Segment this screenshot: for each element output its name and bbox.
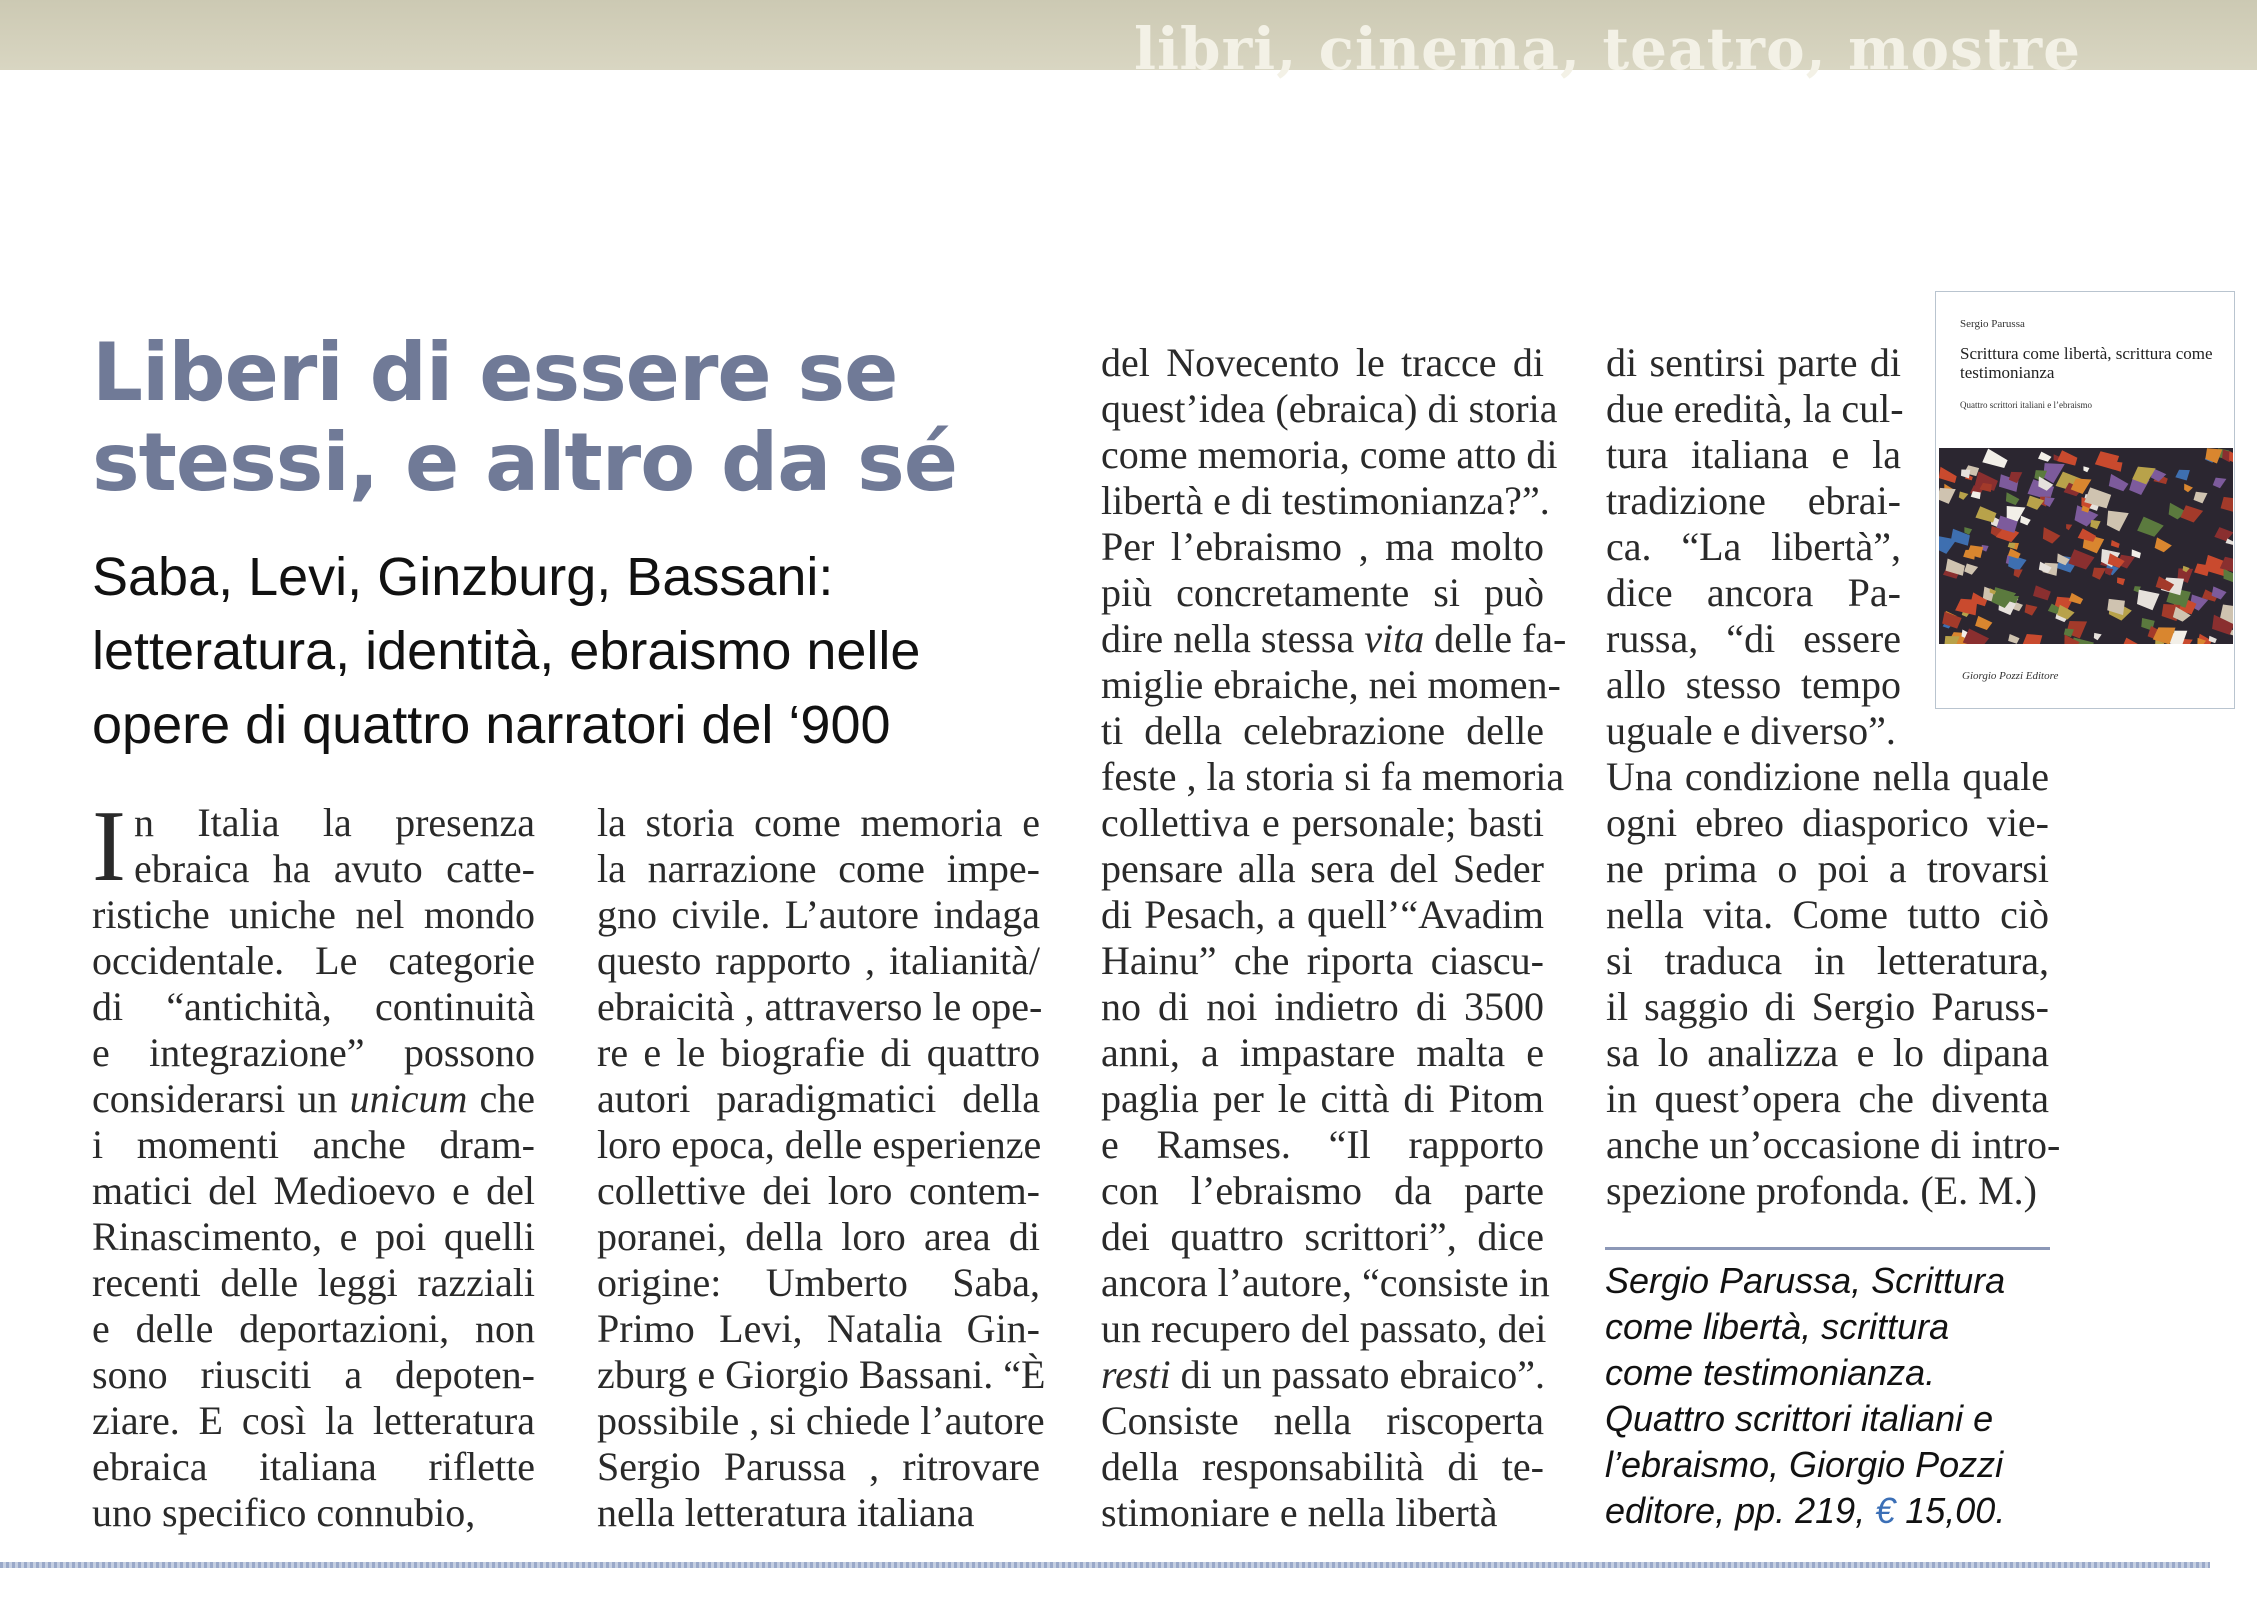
text-line: stimoniare e nella libertà — [1101, 1490, 1498, 1535]
text-line: due eredità, la cul- — [1606, 386, 1904, 431]
caption-line: come testimonianza. — [1605, 1352, 1936, 1393]
text-line: n Italia la presenza — [133, 800, 535, 845]
text-line: matici del Medioevo e del — [92, 1168, 535, 1213]
mosaic-graphic — [1939, 448, 2233, 644]
article-title-line: stessi, e altro da sé — [92, 416, 958, 509]
text-line: della responsabilità di te- — [1101, 1444, 1544, 1489]
caption-line: come libertà, scrittura — [1605, 1306, 1950, 1347]
text-line: collettiva e personale; basti — [1101, 800, 1544, 845]
text-line: recenti delle leggi razziali — [92, 1260, 535, 1305]
book-caption — [1605, 1258, 2065, 1534]
text-line: ebraica italiana riflette — [92, 1444, 535, 1489]
text-line: ebraica ha avuto catte- — [133, 846, 535, 891]
text-fragment: di un passato ebraico”. — [1170, 1352, 1545, 1397]
text-line: più concretamente si può — [1101, 570, 1544, 615]
text-column-2 — [597, 800, 1046, 1536]
text-line: Rinascimento, e poi quelli — [92, 1214, 535, 1259]
bottom-divider — [0, 1562, 2210, 1568]
text-column-3 — [1101, 340, 1567, 1536]
text-line: con l’ebraismo da parte — [1101, 1168, 1544, 1213]
text-line: dice ancora Pa- — [1606, 570, 1901, 615]
text-line: uno specifico connubio, — [92, 1490, 476, 1535]
subtitle-line: opere di quattro narratori del ‘900 — [92, 695, 891, 755]
article-subtitle — [92, 540, 1072, 762]
text-fragment: delle fa- — [1424, 616, 1567, 661]
subtitle-line: Saba, Levi, Ginzburg, Bassani: — [92, 547, 834, 607]
book-subtitle: Quattro scrittori italiani e l’ebraismo — [1960, 400, 2092, 410]
caption-line: Quattro scrittori italiani e — [1605, 1398, 1994, 1439]
text-fragment: considerarsi un — [92, 1076, 350, 1121]
text-line: come memoria, come atto di — [1101, 432, 1558, 477]
text-line: dei quattro scrittori”, dice — [1101, 1214, 1544, 1259]
text-line: origine: Umberto Saba, — [597, 1260, 1040, 1305]
text-line: e integrazione” possono — [92, 1030, 535, 1075]
article-title-line: Liberi di essere se — [92, 326, 898, 419]
caption-divider — [1605, 1247, 2050, 1250]
text-line: anche un’occasione di intro- — [1606, 1122, 2061, 1167]
text-line: libertà e di testimonianza?”. — [1101, 478, 1550, 523]
article-title — [92, 328, 1052, 508]
italic-word: resti — [1101, 1352, 1171, 1397]
text-line: Sergio Parussa , ritrovare — [597, 1444, 1040, 1489]
text-line — [1101, 616, 1567, 662]
text-line: nella vita. Come tutto ciò — [1606, 892, 2049, 937]
text-line: re e le biografie di quattro — [597, 1030, 1040, 1075]
text-line: la storia come memoria e — [597, 800, 1040, 845]
text-line: Consiste nella riscoperta — [1101, 1398, 1544, 1443]
caption-fragment: 15,00. — [1895, 1490, 2006, 1531]
text-line: Hainu” che riporta ciascu- — [1101, 938, 1544, 983]
text-line: il saggio di Sergio Paruss- — [1606, 984, 2049, 1029]
text-line: si traduca in letteratura, — [1606, 938, 2049, 983]
text-fragment: che — [467, 1076, 536, 1121]
italic-word: vita — [1364, 616, 1425, 661]
caption-line: l’ebraismo, Giorgio Pozzi — [1605, 1444, 2004, 1485]
text-line: ogni ebreo diasporico vie- — [1606, 800, 2049, 845]
text-line: di “antichità, continuità — [92, 984, 535, 1029]
text-line: tradizione ebrai- — [1606, 478, 1901, 523]
text-line: zburg e Giorgio Bassani. “È — [597, 1352, 1046, 1397]
text-line: feste , la storia si fa memoria — [1101, 754, 1565, 799]
text-line: tura italiana e la — [1606, 432, 1901, 477]
text-column-4-narrow — [1606, 340, 1904, 754]
text-line: Primo Levi, Natalia Gin- — [597, 1306, 1040, 1351]
text-line: del Novecento le tracce di — [1101, 340, 1544, 385]
text-line: spezione profonda. (E. M.) — [1606, 1168, 2037, 1213]
text-line: paglia per le città di Pitom — [1101, 1076, 1544, 1121]
text-line: ca. “La libertà”, — [1606, 524, 1901, 569]
italic-word: unicum — [349, 1076, 468, 1121]
text-line: nella letteratura italiana — [597, 1490, 975, 1535]
text-line: in quest’opera che diventa — [1606, 1076, 2049, 1121]
text-line: sono riusciti a depoten- — [92, 1352, 535, 1397]
text-line: ti della celebrazione delle — [1101, 708, 1544, 753]
text-line: collettive dei loro contem- — [597, 1168, 1040, 1213]
text-line: quest’idea (ebraica) di storia — [1101, 386, 1558, 431]
book-cover — [1935, 291, 2235, 709]
text-line: la narrazione come impe- — [597, 846, 1040, 891]
text-line: Una condizione nella quale — [1606, 754, 2049, 799]
text-line: autori paradigmatici della — [597, 1076, 1040, 1121]
text-column-1 — [92, 790, 536, 1536]
text-line: di Pesach, a quell’“Avadim — [1101, 892, 1544, 937]
text-line: occidentale. Le categorie — [92, 938, 535, 983]
text-line: possibile , si chiede l’autore — [597, 1398, 1045, 1443]
section-title: libri, cinema, teatro, mostre — [1133, 15, 2081, 83]
section-header-band — [0, 0, 2257, 83]
text-line: e delle deportazioni, non — [92, 1306, 535, 1351]
text-line — [1101, 1352, 1544, 1398]
text-line: un recupero del passato, dei — [1101, 1306, 1547, 1351]
text-line: miglie ebraiche, nei momen- — [1101, 662, 1561, 707]
text-line: loro epoca, delle esperienze — [597, 1122, 1042, 1167]
cover-mosaic-image — [1939, 448, 2233, 644]
text-line: pensare alla sera del Seder — [1101, 846, 1544, 891]
text-fragment: dire nella stessa — [1101, 616, 1365, 661]
text-line: ebraicità , attraverso le ope- — [597, 984, 1043, 1029]
subtitle-line: letteratura, identità, ebraismo nelle — [92, 621, 921, 681]
text-line: i momenti anche dram- — [92, 1122, 535, 1167]
text-line: questo rapporto , italianità/ — [597, 938, 1040, 983]
text-line: anni, a impastare malta e — [1101, 1030, 1544, 1075]
book-publisher: Giorgio Pozzi Editore — [1962, 670, 2059, 682]
text-line: ancora l’autore, “consiste in — [1101, 1260, 1550, 1305]
text-line: uguale e diverso”. — [1606, 708, 1896, 753]
text-line: ziare. E così la letteratura — [92, 1398, 535, 1443]
text-column-4-wide — [1606, 754, 2061, 1214]
caption-fragment: editore, pp. 219, — [1605, 1490, 1876, 1531]
text-line: allo stesso tempo — [1606, 662, 1901, 707]
drop-cap: I — [92, 790, 126, 903]
euro-symbol: € — [1875, 1490, 1896, 1531]
text-line: poranei, della loro area di — [597, 1214, 1040, 1259]
text-line: gno civile. L’autore indaga — [597, 892, 1040, 937]
text-line: di sentirsi parte di — [1606, 340, 1901, 385]
text-line: ristiche uniche nel mondo — [92, 892, 535, 937]
text-line: Per l’ebraismo , ma molto — [1101, 524, 1544, 569]
text-line: no di noi indietro di 3500 — [1101, 984, 1544, 1029]
text-line: ne prima o poi a trovarsi — [1606, 846, 2049, 891]
text-line: e Ramses. “Il rapporto — [1101, 1122, 1544, 1167]
caption-line: Sergio Parussa, Scrittura — [1605, 1260, 2006, 1301]
book-title: Scrittura come libertà, scrittura come testimonianza — [1960, 344, 2213, 382]
caption-line — [1605, 1488, 2065, 1534]
text-line: sa lo analizza e lo dipana — [1606, 1030, 2049, 1075]
book-author: Sergio Parussa — [1960, 318, 2025, 330]
text-line: russa, “di essere — [1606, 616, 1901, 661]
text-line — [92, 1076, 535, 1122]
